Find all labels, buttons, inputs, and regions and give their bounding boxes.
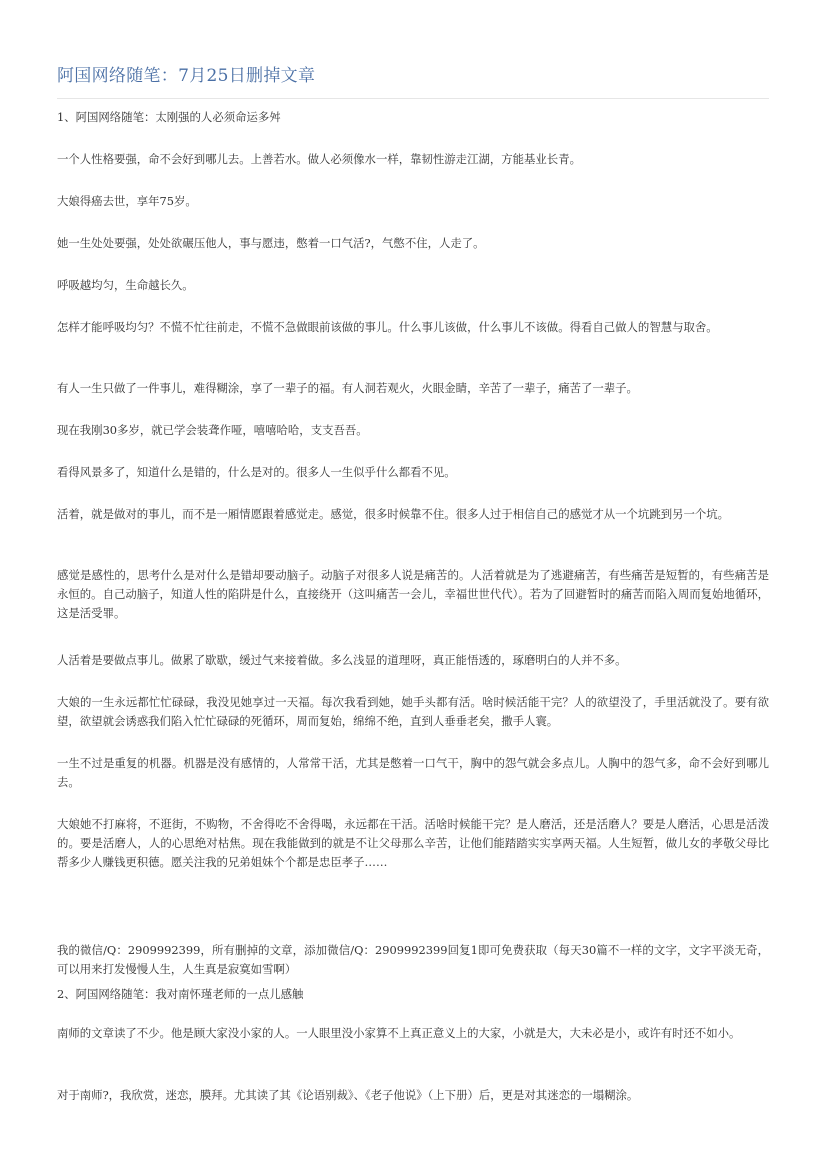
- paragraph: 呼吸越均匀，生命越长久。: [57, 278, 194, 292]
- page-title: 阿国网络随笔：7月25日删掉文章: [57, 66, 316, 86]
- contact-paragraph: 我的微信/Q：2909992399，所有删掉的文章，添加微信/Q：2909992399回复1即可免费获取（每天30篇不一样的文字，文字平淡无奇，可以用来打发慢慢人生，人生真是寂寞如雪啊）: [57, 943, 769, 976]
- paragraph: 怎样才能呼吸均匀？不慌不忙往前走，不慌不急做眼前该做的事儿。什么事儿该做，什么事儿不该做。得看自己做人的智慧与取舍。: [57, 320, 718, 334]
- paragraph: 大娘的一生永远都忙忙碌碌，我没见她享过一天福。每次我看到她，她手头都有活。啥时候活能干完？人的欲望没了，手里活就没了。要有欲望，欲望就会诱惑我们陷入忙忙碌碌的死循环，周而复始，绵绵不绝，直到人垂垂老矣，撒手人寰。: [57, 695, 769, 728]
- paragraph: 看得风景多了，知道什么是错的，什么是对的。很多人一生似乎什么都看不见。: [57, 465, 456, 479]
- paragraph: 感觉是感性的，思考什么是对什么是错却要动脑子。动脑子对很多人说是痛苦的。人活着就是为了逃避痛苦，有些痛苦是短暂的，有些痛苦是永恒的。自己动脑子，知道人性的陷阱是什么，直接绕开（这叫痛苦一会儿，幸福世世代代）。若为了回避暂时的痛苦而陷入周而复始地循环，这是活受罪。: [57, 568, 769, 620]
- paragraph: 一生不过是重复的机器。机器是没有感情的，人常常干活，尤其是憋着一口气干，胸中的怨气就会多点儿。人胸中的怨气多，命不会好到哪儿去。: [57, 756, 769, 789]
- section-heading-1: 1、阿国网络随笔：太刚强的人必须命运多舛: [57, 110, 281, 124]
- paragraph: 一个人性格要强，命不会好到哪儿去。上善若水。做人必须像水一样，靠韧性游走江湖，方能基业长青。: [57, 152, 581, 166]
- paragraph: 人活着是要做点事儿。做累了歇歇，缓过气来接着做。多么浅显的道理呀，真正能悟透的，琢磨明白的人并不多。: [57, 653, 627, 667]
- paragraph: 南师的文章读了不少。他是顾大家没小家的人。一人眼里没小家算不上真正意义上的大家，小就是大，大未必是小，或许有时还不如小。: [57, 1026, 741, 1040]
- paragraph: 她一生处处要强，处处欲碾压他人，事与愿违，憋着一口气活?，气憋不住，人走了。: [57, 236, 485, 250]
- paragraph: 有人一生只做了一件事儿，难得糊涂，享了一辈子的福。有人洞若观火，火眼金睛，辛苦了一辈子，痛苦了一辈子。: [57, 381, 638, 395]
- paragraph: 现在我刚30多岁，就已学会装聋作哑，嘻嘻哈哈，支支吾吾。: [57, 423, 368, 437]
- paragraph: 大娘得癌去世，享年75岁。: [57, 194, 197, 208]
- paragraph: 大娘她不打麻将，不逛街，不购物，不舍得吃不舍得喝，永远都在干活。活啥时候能干完？是人磨活，还是活磨人？要是人磨活，心思是活泼的。要是活磨人，人的心思绝对枯焦。现在我能做到的就是不让父母那么辛苦，让他们能踏踏实实享两天福。人生短暂，做儿女的孝敬父母比帮多少人赚钱更积德。愿关注我的兄弟姐妹个个都是忠臣孝子……: [57, 817, 769, 869]
- paragraph: 活着，就是做对的事儿，而不是一厢情愿跟着感觉走。感觉，很多时候靠不住。很多人过于相信自己的感觉才从一个坑跳到另一个坑。: [57, 507, 730, 521]
- paragraph: 对于南师?，我欣赏，迷恋，膜拜。尤其读了其《论语别裁》、《老子他说》（上下册）后，更是对其迷恋的一塌糊涂。: [57, 1088, 639, 1102]
- section-heading-2: 2、阿国网络随笔：我对南怀瑾老师的一点儿感触: [57, 987, 304, 1001]
- title-divider: [57, 98, 769, 99]
